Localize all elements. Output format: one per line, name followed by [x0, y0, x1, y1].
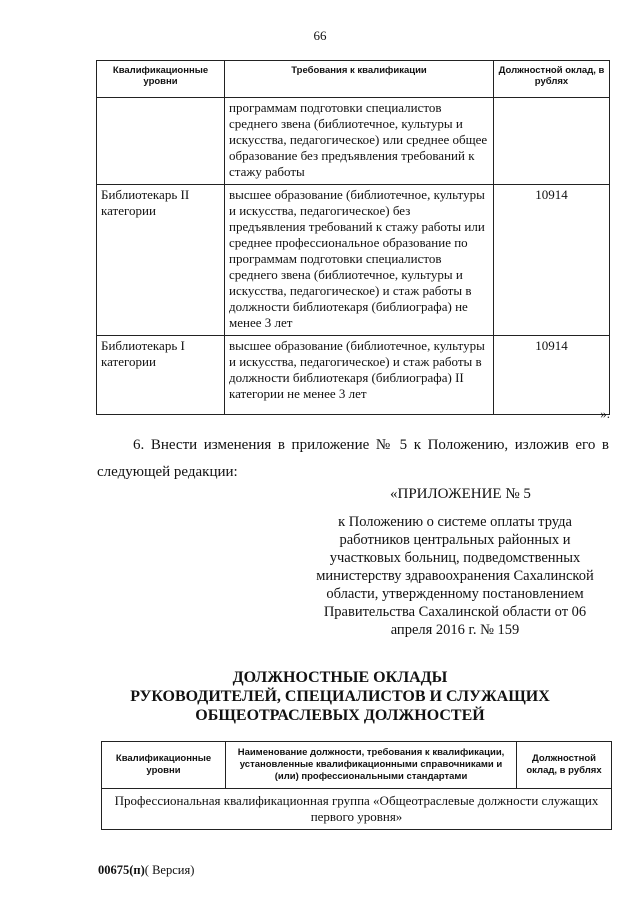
cell-salary	[494, 98, 610, 185]
qualification-table	[96, 60, 610, 415]
cell-requirements: высшее образование (библиотечное, культуры и искусства, педагогическое) и стаж работы в должности библиотекаря (библиографа) II категории не менее 3 лет	[225, 336, 494, 415]
amendment-paragraph: 6. Внести изменения в приложение № 5 к Положению, изложив его в следующей редакции:	[97, 437, 609, 480]
cell-level	[97, 98, 225, 185]
cell-requirements: высшее образование (библиотечное, культуры и искусства, педагогическое) без предъявления требований к стажу работы или среднее профессиональное образование по программам подготовки специалистов среднего звена (библиотечное, культуры и искусства, педагогическое) и стаж работы в должности библиотекаря (библиографа) не менее 3 лет	[225, 185, 494, 336]
group-row: Профессиональная квалификационная группа «Общеотраслевые должности служащих первого уровня»	[102, 789, 612, 830]
appendix-heading: «ПРИЛОЖЕНИЕ № 5	[390, 486, 531, 502]
footer	[98, 863, 194, 878]
closing-quote: ».	[600, 406, 610, 421]
document-title	[90, 668, 590, 725]
header-salary: Должностной оклад, в рублях	[494, 61, 610, 98]
table-row	[102, 789, 612, 830]
title-line-3: ОБЩЕОТРАСЛЕВЫХ ДОЛЖНОСТЕЙ	[195, 707, 485, 724]
header-salary: Должностной оклад, в рублях	[517, 742, 612, 789]
salary-table	[101, 741, 612, 830]
table-header-row	[97, 61, 610, 98]
table-row	[97, 98, 610, 185]
cell-level: Библиотекарь I категории	[97, 336, 225, 415]
table-row	[97, 336, 610, 415]
header-position-requirements: Наименование должности, требования к квалификации, установленные квалификационными справочниками и (или) профессиональными стандартами	[226, 742, 517, 789]
document-version: ( Версия)	[144, 863, 195, 877]
page-number: 66	[313, 28, 327, 43]
title-line-2: РУКОВОДИТЕЛЕЙ, СПЕЦИАЛИСТОВ И СЛУЖАЩИХ	[130, 688, 550, 705]
header-qualification-levels: Квалификационные уровни	[97, 61, 225, 98]
header-requirements: Требования к квалификации	[225, 61, 494, 98]
cell-salary: 10914	[494, 336, 610, 415]
cell-salary: 10914	[494, 185, 610, 336]
appendix-reference: к Положению о системе оплаты труда работников центральных районных и участковых больниц, подведомственных министерству здравоохранения Сахалинской области, утвержденному постановлением Правительства Сахалинской области от 06 апреля 2016 г. № 159	[316, 514, 594, 638]
cell-level: Библиотекарь II категории	[97, 185, 225, 336]
table-header-row	[102, 742, 612, 789]
cell-requirements: программам подготовки специалистов среднего звена (библиотечное, культуры и искусства, педагогическое) или среднее общее образование без предъявления требований к стажу работы	[225, 98, 494, 185]
document-code: 00675(п)	[98, 863, 145, 877]
title-line-1: ДОЛЖНОСТНЫЕ ОКЛАДЫ	[232, 669, 448, 686]
header-qualification-levels: Квалификационные уровни	[102, 742, 226, 789]
table-row	[97, 185, 610, 336]
